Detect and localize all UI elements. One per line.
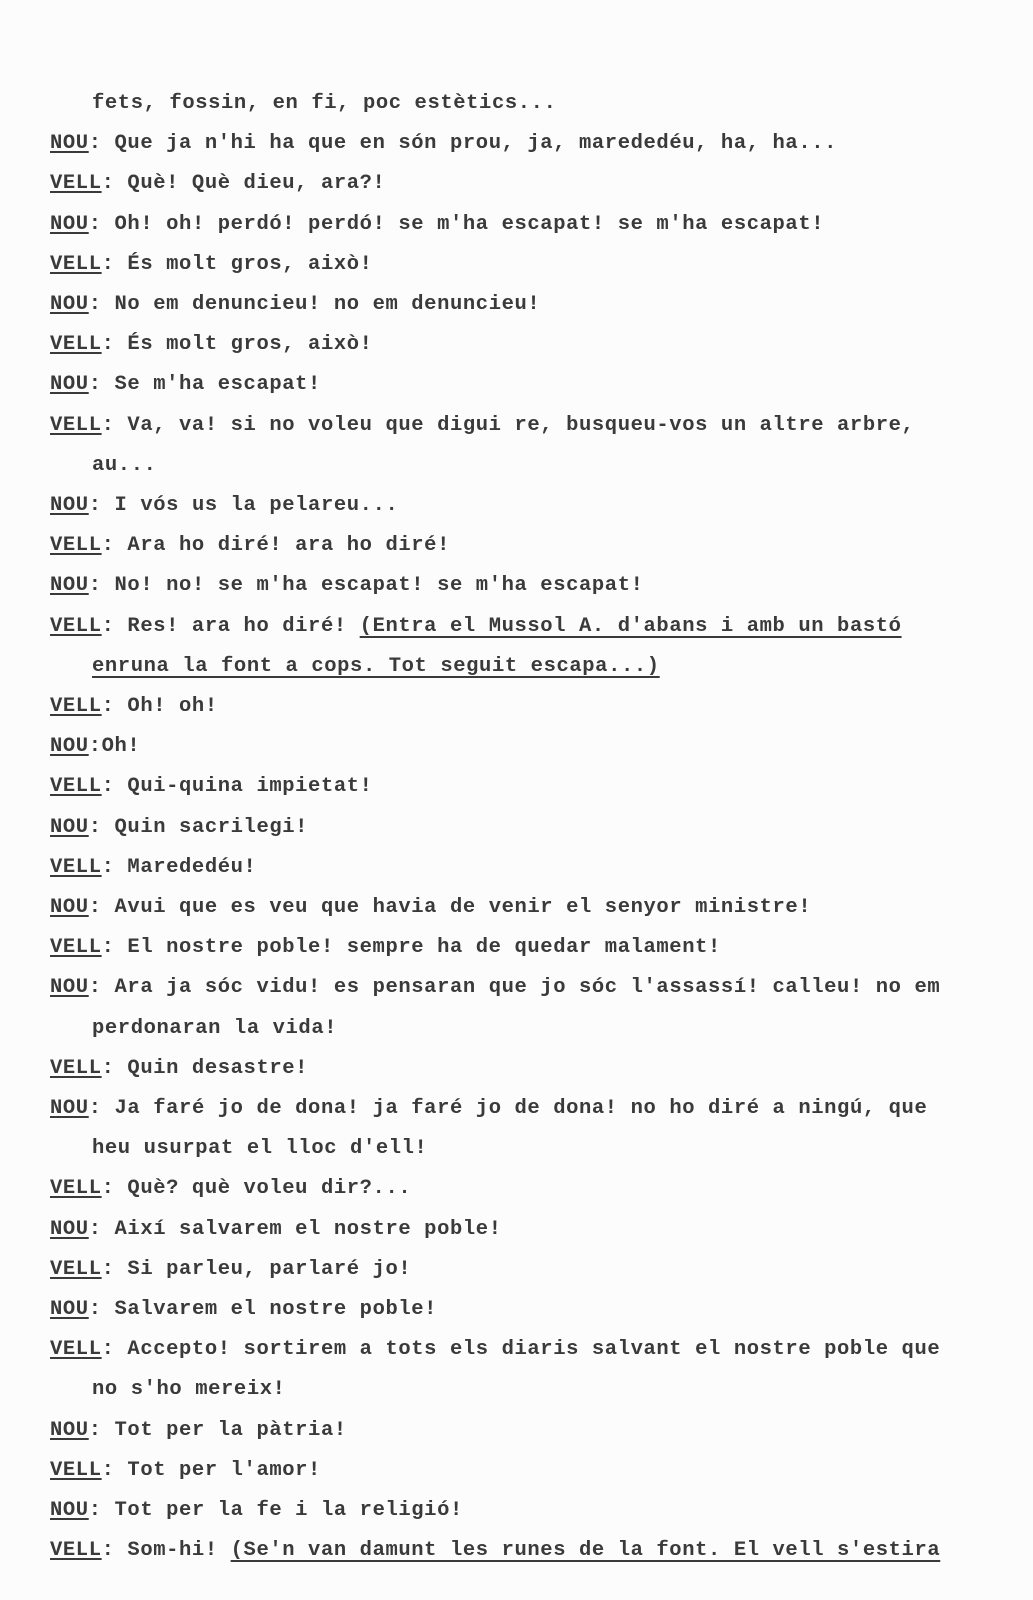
dialogue-text: I vós us la pelareu...	[114, 494, 399, 517]
dialogue-line	[50, 213, 824, 236]
speaker-colon: :	[88, 574, 115, 598]
dialogue-line	[50, 293, 540, 316]
speaker-colon: :	[88, 896, 115, 919]
speaker-colon: :	[88, 373, 115, 397]
speaker-name: NOU	[50, 815, 89, 839]
dialogue-line	[50, 735, 140, 758]
dialogue-continuation	[92, 454, 157, 477]
dialogue-line	[50, 1177, 411, 1200]
dialogue-line	[50, 172, 385, 195]
speaker-colon: :	[88, 1097, 115, 1120]
dialogue-text: Tot per la fe i la religió!	[114, 1499, 463, 1522]
speaker-name: NOU	[50, 1217, 89, 1241]
dialogue-line	[50, 1298, 437, 1321]
speaker-colon: :	[88, 815, 115, 839]
speaker-colon: :	[101, 614, 128, 638]
dialogue-text: Així salvarem el nostre poble!	[114, 1217, 502, 1241]
dialogue-line	[50, 1338, 940, 1361]
dialogue-line	[50, 936, 721, 959]
dialogue-text: És molt gros, això!	[127, 333, 373, 357]
speaker-name: VELL	[50, 1539, 102, 1563]
dialogue-line	[50, 1459, 321, 1482]
speaker-colon: :	[101, 252, 128, 276]
speaker-name: NOU	[50, 1499, 89, 1522]
speaker-name: VELL	[50, 936, 102, 960]
dialogue-line	[50, 333, 373, 356]
speaker-colon: :	[101, 413, 128, 437]
dialogue-line	[50, 976, 940, 999]
speaker-colon: :	[101, 172, 128, 196]
speaker-name: VELL	[50, 333, 102, 357]
speaker-colon: :	[88, 735, 102, 759]
speaker-colon: :	[101, 1056, 128, 1080]
dialogue-text: heu usurpat el lloc d'ell!	[92, 1137, 428, 1161]
speaker-colon: :	[88, 976, 115, 1000]
dialogue-line	[50, 856, 256, 879]
dialogue-line	[50, 373, 321, 396]
speaker-colon: :	[88, 293, 115, 316]
dialogue-text: perdonaran la vida!	[92, 1016, 338, 1040]
dialogue-text: És molt gros, això!	[127, 252, 373, 276]
dialogue-text: No em denuncieu! no em denuncieu!	[114, 293, 541, 316]
speaker-colon: :	[101, 1257, 128, 1281]
dialogue-text: Se m'ha escapat!	[114, 373, 321, 397]
speaker-name: NOU	[50, 373, 89, 397]
stage-direction: (Entra el Mussol A. d'abans i amb un bastó	[359, 614, 902, 638]
dialogue-text: Que ja n'hi ha que en són prou, ja, marededéu, ha, ha...	[114, 132, 838, 156]
dialogue-text: Marededéu!	[127, 855, 257, 879]
speaker-name: NOU	[50, 132, 89, 156]
dialogue-text: Salvarem el nostre poble!	[114, 1298, 438, 1321]
dialogue-text: Oh! oh! perdó! perdó! se m'ha escapat! se m'ha escapat!	[114, 212, 825, 236]
speaker-name: NOU	[50, 735, 89, 759]
speaker-name: VELL	[50, 1458, 102, 1482]
speaker-name: VELL	[50, 172, 102, 196]
speaker-name: VELL	[50, 413, 102, 437]
dialogue-text: Tot per l'amor!	[127, 1458, 321, 1482]
dialogue-text: Qui-quina impietat!	[127, 775, 373, 799]
dialogue-line	[50, 615, 902, 638]
speaker-colon: :	[101, 775, 128, 799]
dialogue-line	[50, 494, 398, 517]
dialogue-line	[50, 1499, 463, 1522]
speaker-name: NOU	[50, 293, 89, 316]
dialogue-text: Ara ja sóc vidu! es pensaran que jo sóc l'assassí! calleu! no em	[114, 976, 941, 1000]
stage-direction: enruna la font a cops. Tot seguit escapa...)	[92, 654, 660, 678]
speaker-name: NOU	[50, 212, 89, 236]
dialogue-continuation	[92, 1137, 427, 1160]
speaker-colon: :	[101, 534, 128, 558]
dialogue-line	[50, 1539, 940, 1562]
speaker-colon: :	[101, 936, 128, 960]
dialogue-text: Oh! oh!	[127, 695, 218, 718]
speaker-colon: :	[101, 1458, 128, 1482]
dialogue-line	[50, 695, 218, 718]
dialogue-text: Res! ara ho diré!	[127, 614, 360, 638]
speaker-name: NOU	[50, 1298, 89, 1321]
dialogue-line	[50, 1057, 308, 1080]
dialogue-line	[50, 253, 373, 276]
stage-direction: (Se'n van damunt les runes de la font. El vell s'estira	[230, 1539, 941, 1563]
dialogue-continuation	[92, 1017, 337, 1040]
speaker-colon: :	[101, 333, 128, 357]
dialogue-line	[50, 1218, 502, 1241]
speaker-colon: :	[88, 1217, 115, 1241]
speaker-colon: :	[101, 695, 128, 718]
speaker-colon: :	[88, 212, 115, 236]
dialogue-text: No! no! se m'ha escapat! se m'ha escapat!	[114, 574, 644, 598]
speaker-name: VELL	[50, 855, 102, 879]
speaker-name: VELL	[50, 1257, 102, 1281]
speaker-name: NOU	[50, 574, 89, 598]
dialogue-line	[50, 896, 811, 919]
dialogue-text: Avui que es veu que havia de venir el senyor ministre!	[114, 896, 812, 919]
speaker-colon: :	[88, 494, 115, 517]
speaker-name: NOU	[50, 494, 89, 517]
speaker-name: VELL	[50, 775, 102, 799]
dialogue-text: El nostre poble! sempre ha de quedar malament!	[127, 936, 721, 960]
dialogue-text: Ara ho diré! ara ho diré!	[127, 534, 450, 558]
dialogue-line	[50, 1419, 347, 1442]
speaker-name: VELL	[50, 252, 102, 276]
speaker-colon: :	[88, 1499, 115, 1522]
dialogue-line	[50, 1097, 927, 1120]
speaker-name: NOU	[50, 976, 89, 1000]
dialogue-continuation	[92, 92, 556, 115]
dialogue-text: au...	[92, 453, 157, 477]
speaker-colon: :	[88, 1418, 115, 1442]
speaker-name: VELL	[50, 534, 102, 558]
dialogue-line	[50, 132, 837, 155]
dialogue-line	[50, 775, 373, 798]
speaker-name: VELL	[50, 1338, 102, 1362]
speaker-name: NOU	[50, 896, 89, 919]
dialogue-text: Oh!	[101, 735, 141, 759]
speaker-colon: :	[101, 1338, 128, 1362]
dialogue-text: Va, va! si no voleu que digui re, busqueu-vos un altre arbre,	[127, 413, 915, 437]
dialogue-text: fets, fossin, en fi, poc estètics...	[92, 92, 557, 115]
dialogue-text: Què? què voleu dir?...	[127, 1177, 412, 1201]
speaker-colon: :	[101, 1177, 128, 1201]
speaker-name: VELL	[50, 614, 102, 638]
dialogue-text: Què! Què dieu, ara?!	[127, 172, 386, 196]
dialogue-continuation	[92, 655, 660, 678]
speaker-colon: :	[101, 1539, 128, 1563]
speaker-colon: :	[101, 855, 128, 879]
dialogue-continuation	[92, 1378, 286, 1401]
dialogue-text: Tot per la pàtria!	[114, 1418, 347, 1442]
speaker-colon: :	[88, 1298, 115, 1321]
dialogue-line	[50, 414, 914, 437]
dialogue-text: Accepto! sortirem a tots els diaris salvant el nostre poble que	[127, 1338, 941, 1362]
speaker-name: NOU	[50, 1418, 89, 1442]
dialogue-line	[50, 1258, 411, 1281]
speaker-name: VELL	[50, 1177, 102, 1201]
dialogue-text: Ja faré jo de dona! ja faré jo de dona! no ho diré a ningú, que	[114, 1097, 928, 1120]
dialogue-text: Quin desastre!	[127, 1056, 309, 1080]
dialogue-line	[50, 534, 450, 557]
dialogue-text: Som-hi!	[127, 1539, 231, 1563]
dialogue-line	[50, 574, 644, 597]
dialogue-line	[50, 816, 308, 839]
speaker-name: VELL	[50, 695, 102, 718]
speaker-colon: :	[88, 132, 115, 156]
dialogue-text: Si parleu, parlaré jo!	[127, 1257, 412, 1281]
speaker-name: VELL	[50, 1056, 102, 1080]
speaker-name: NOU	[50, 1097, 89, 1120]
dialogue-text: no s'ho mereix!	[92, 1378, 286, 1402]
dialogue-text: Quin sacrilegi!	[114, 815, 309, 839]
